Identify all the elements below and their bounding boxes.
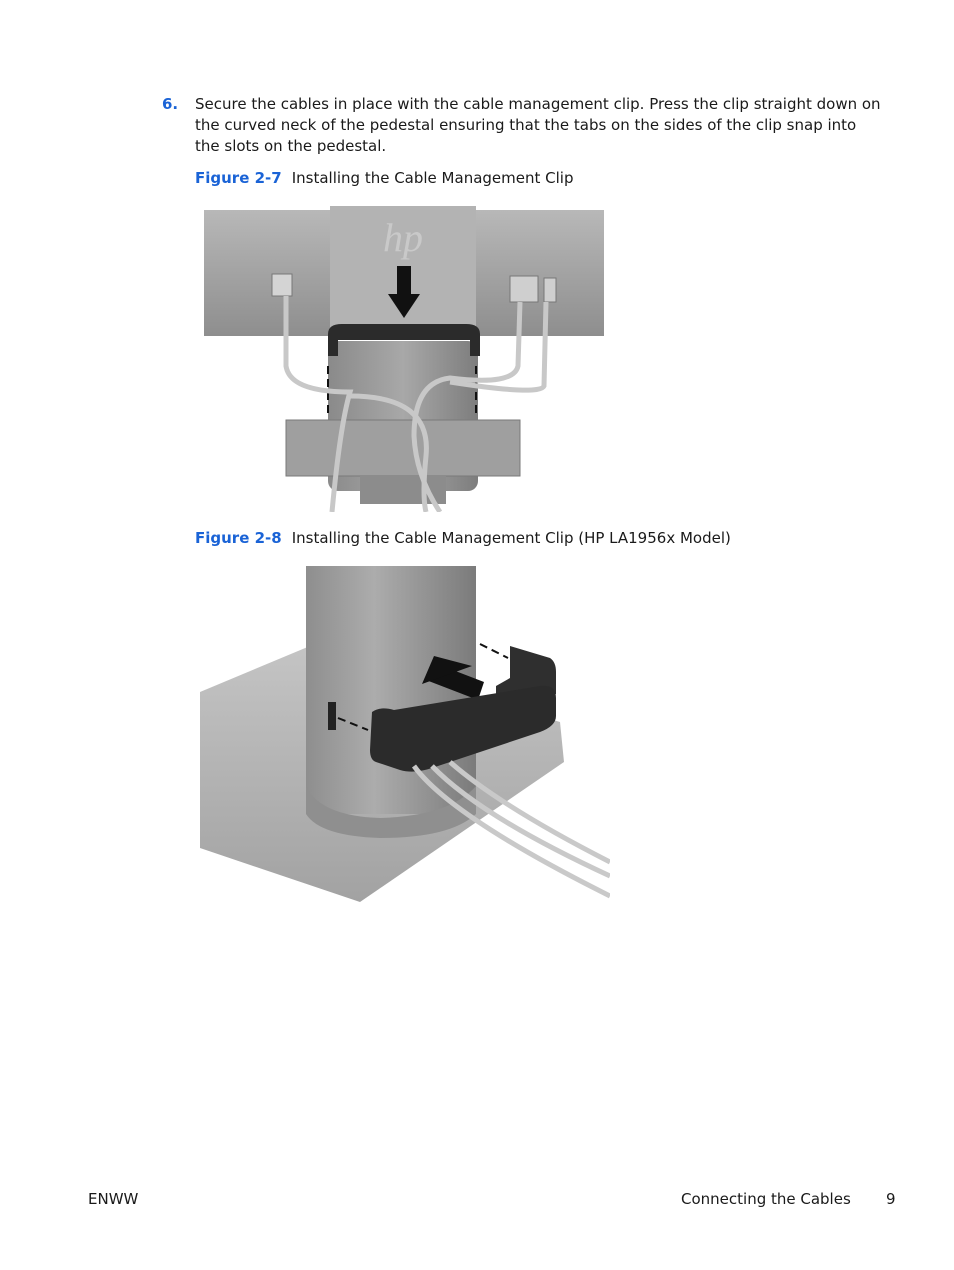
step-number: 6. [162, 95, 179, 113]
hp-logo: hp [383, 215, 423, 260]
usb-connector [544, 278, 556, 302]
figure-2-8-illustration [200, 566, 610, 906]
pedestal-base [286, 420, 520, 476]
figure-2-7-illustration [200, 206, 608, 512]
figure-label: Figure 2-8 [195, 529, 282, 547]
slot [328, 702, 336, 730]
power-connector [272, 274, 292, 296]
step-text: Secure the cables in place with the cable management clip. Press the clip straight down on the curved neck of the pedestal ensuring that the tabs on the sides of the clip snap into the slots on the pedestal. [195, 95, 881, 155]
vga-connector [510, 276, 538, 302]
figure-caption-text: Installing the Cable Management Clip (HP LA1956x Model) [291, 529, 731, 547]
figure-2-8-caption [195, 528, 731, 548]
figure-caption-text: Installing the Cable Management Clip [291, 169, 574, 187]
footer-section: Connecting the Cables [681, 1190, 851, 1208]
figure-label: Figure 2-7 [195, 169, 282, 187]
page-number: 9 [886, 1190, 896, 1208]
pedestal-column [306, 566, 476, 814]
figure-2-7-caption [195, 168, 573, 188]
footer-left: ENWW [88, 1190, 139, 1208]
